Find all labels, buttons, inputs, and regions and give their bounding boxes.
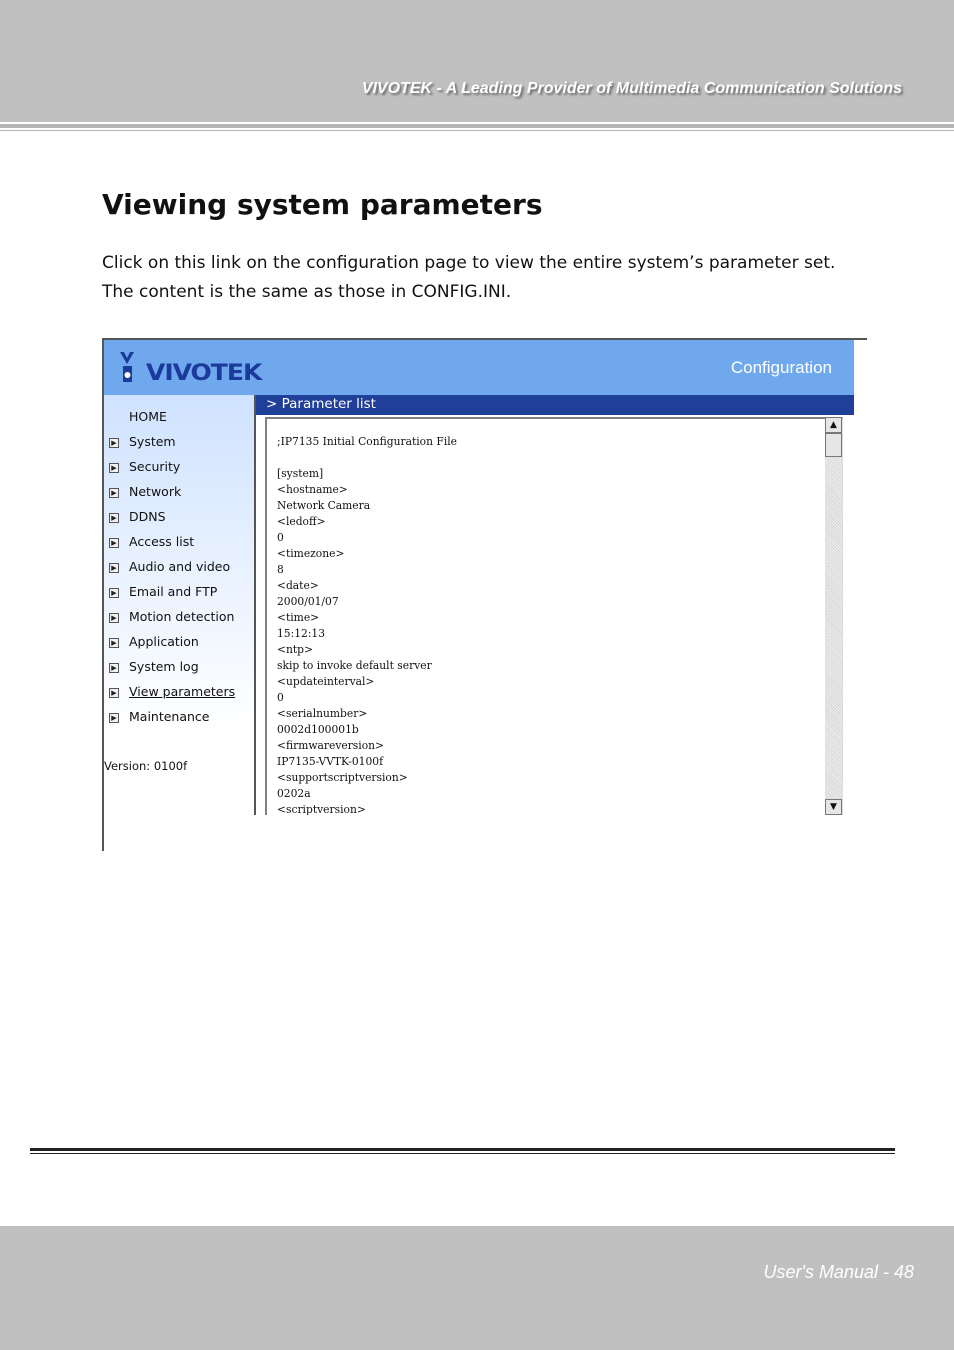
arrow-right-icon: ▶ xyxy=(109,638,119,648)
logo-text: VIVOTEK xyxy=(146,359,262,386)
sidebar-item-ddns[interactable] xyxy=(104,505,254,530)
sidebar-item-home[interactable] xyxy=(104,405,254,430)
sidebar-item-label: DDNS xyxy=(129,509,166,524)
sidebar-item-email-and-ftp[interactable] xyxy=(104,580,254,605)
arrow-right-icon: ▶ xyxy=(109,538,119,548)
sidebar-item-network[interactable] xyxy=(104,480,254,505)
sidebar xyxy=(104,395,254,815)
parameter-content: ;IP7135 Initial Configuration File [system] <hostname> Network Camera <ledoff> 0 <timezone> 8 <date> 2000/01/07 <time> 15:12:13 <ntp> skip to invoke default server <updateinterval> 0 <serialnumber> 0002d100001b <firmwareversion> IP7135-VVTK-0100f <supportscriptversion> 0202a <scriptversion> xyxy=(277,434,457,815)
section-title: Viewing system parameters xyxy=(102,188,543,221)
header-band xyxy=(0,0,954,122)
sidebar-nav xyxy=(104,405,254,730)
sidebar-item-system-log[interactable] xyxy=(104,655,254,680)
footer-rule-thin xyxy=(30,1153,895,1154)
sidebar-item-label: Maintenance xyxy=(129,709,210,724)
arrow-right-icon: ▶ xyxy=(109,563,119,573)
arrow-right-icon: ▶ xyxy=(109,713,119,723)
configuration-screenshot xyxy=(102,338,867,851)
vivotek-logo xyxy=(118,350,262,390)
parameter-scrollbar[interactable] xyxy=(825,417,842,815)
sidebar-item-motion-detection[interactable] xyxy=(104,605,254,630)
page-number: User's Manual - 48 xyxy=(763,1262,914,1282)
header-rule-thin xyxy=(0,130,954,131)
app-banner xyxy=(104,340,854,395)
sidebar-item-access-list[interactable] xyxy=(104,530,254,555)
sidebar-divider xyxy=(254,395,256,815)
footer-rule xyxy=(30,1148,895,1151)
scroll-down-icon[interactable]: ▼ xyxy=(825,799,842,815)
intro-line-1: Click on this link on the configuration page to view the entire system’s parameter set. xyxy=(102,253,836,273)
sidebar-item-label: Security xyxy=(129,459,181,474)
arrow-right-icon: ▶ xyxy=(109,613,119,623)
sidebar-item-audio-and-video[interactable] xyxy=(104,555,254,580)
header-tagline: VIVOTEK - A Leading Provider of Multimedia Communication Solutions xyxy=(361,80,902,97)
arrow-right-icon: ▶ xyxy=(109,488,119,498)
sidebar-item-view-parameters[interactable] xyxy=(104,680,254,705)
scroll-up-icon[interactable]: ▲ xyxy=(825,417,842,433)
header-rule xyxy=(0,124,954,128)
sidebar-item-label: Network xyxy=(129,484,182,499)
arrow-right-icon: ▶ xyxy=(109,663,119,673)
sidebar-item-label: View parameters xyxy=(129,684,236,699)
sidebar-item-label: Access list xyxy=(129,534,195,549)
scroll-thumb[interactable] xyxy=(825,433,842,457)
arrow-right-icon: ▶ xyxy=(109,438,119,448)
banner-title: Configuration xyxy=(730,358,832,377)
footer-band xyxy=(0,1226,954,1350)
intro-line-2: The content is the same as those in CONFIG.INI. xyxy=(102,282,512,302)
sidebar-item-label: System log xyxy=(129,659,199,674)
sidebar-item-security[interactable] xyxy=(104,455,254,480)
arrow-right-icon: ▶ xyxy=(109,588,119,598)
sidebar-item-label: Email and FTP xyxy=(129,584,218,599)
arrow-right-icon: ▶ xyxy=(109,513,119,523)
parameter-list-header xyxy=(256,395,854,415)
sidebar-item-system[interactable] xyxy=(104,430,254,455)
logo-camera-icon xyxy=(118,350,144,386)
sidebar-item-label: Audio and video xyxy=(129,559,231,574)
sidebar-item-label: System xyxy=(129,434,176,449)
arrow-right-icon: ▶ xyxy=(109,688,119,698)
arrow-right-icon: ▶ xyxy=(109,463,119,473)
sidebar-item-application[interactable] xyxy=(104,630,254,655)
sidebar-item-label: Motion detection xyxy=(129,609,235,624)
parameter-textarea[interactable] xyxy=(265,417,843,815)
sidebar-item-label: HOME xyxy=(129,409,167,424)
parameter-list-title: > Parameter list xyxy=(266,396,376,412)
firmware-version: Version: 0100f xyxy=(104,759,188,773)
sidebar-item-maintenance[interactable] xyxy=(104,705,254,730)
sidebar-item-label: Application xyxy=(129,634,199,649)
